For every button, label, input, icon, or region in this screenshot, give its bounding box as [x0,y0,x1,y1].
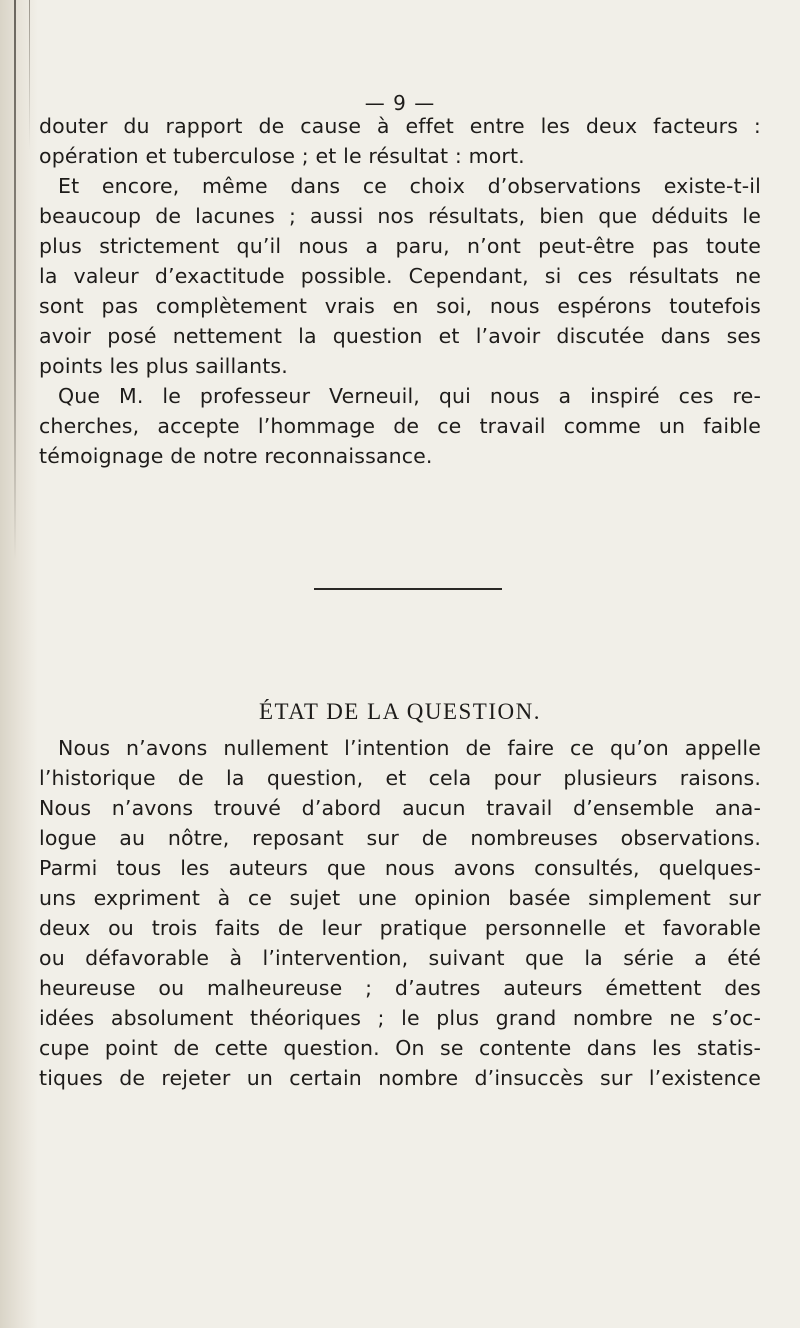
text-line: Nous n’avons trouvé d’abord aucun travail d’ensemble ana- [39,796,761,820]
text-line: deux ou trois faits de leur pratique personnelle et favorable [39,916,761,940]
text-line: Que M. le professeur Verneuil, qui nous a inspiré ces re- [58,384,761,408]
text-line: opération et tuberculose ; et le résultat : mort. [39,144,525,168]
text-line: idées absolument théoriques ; le plus grand nombre ne s’oc- [39,1006,761,1030]
text-line: douter du rapport de cause à effet entre les deux facteurs : [39,114,761,138]
binding-edge-line [14,0,16,560]
text-line: logue au nôtre, reposant sur de nombreuses observations. [39,826,761,850]
text-line: points les plus saillants. [39,354,288,378]
text-line: ou défavorable à l’intervention, suivant que la série a été [39,946,761,970]
text-line: sont pas complètement vrais en soi, nous espérons toutefois [39,294,761,318]
text-line: beaucoup de lacunes ; aussi nos résultats, bien que déduits le [39,204,761,228]
text-line: avoir posé nettement la question et l’avoir discutée dans ses [39,324,761,348]
text-line: Et encore, même dans ce choix d’observations existe-t-il [58,174,761,198]
binding-edge-shadow [0,0,38,1328]
text-line: cherches, accepte l’hommage de ce travail comme un faible [39,414,761,438]
text-line: heureuse ou malheureuse ; d’autres auteurs émettent des [39,976,761,1000]
text-line: plus strictement qu’il nous a paru, n’ont peut-être pas toute [39,234,761,258]
text-line: cupe point de cette question. On se contente dans les statis- [39,1036,761,1060]
text-line: l’historique de la question, et cela pour plusieurs raisons. [39,766,761,790]
text-line: la valeur d’exactitude possible. Cependant, si ces résultats ne [39,264,761,288]
text-line: témoignage de notre reconnaissance. [39,444,433,468]
section-paragraph [39,733,761,1093]
text-line: Nous n’avons nullement l’intention de faire ce qu’on appelle [58,736,761,760]
intro-paragraphs [39,111,761,471]
text-line: Parmi tous les auteurs que nous avons consultés, quelques- [39,856,761,880]
section-separator-rule [314,588,502,590]
section-heading: ÉTAT DE LA QUESTION. [259,699,541,724]
text-line: uns expriment à ce sujet une opinion basée simplement sur [39,886,761,910]
binding-edge-line-secondary [29,0,30,150]
page-number: — 9 — [364,91,436,115]
text-line: tiques de rejeter un certain nombre d’insuccès sur l’existence [39,1066,761,1090]
